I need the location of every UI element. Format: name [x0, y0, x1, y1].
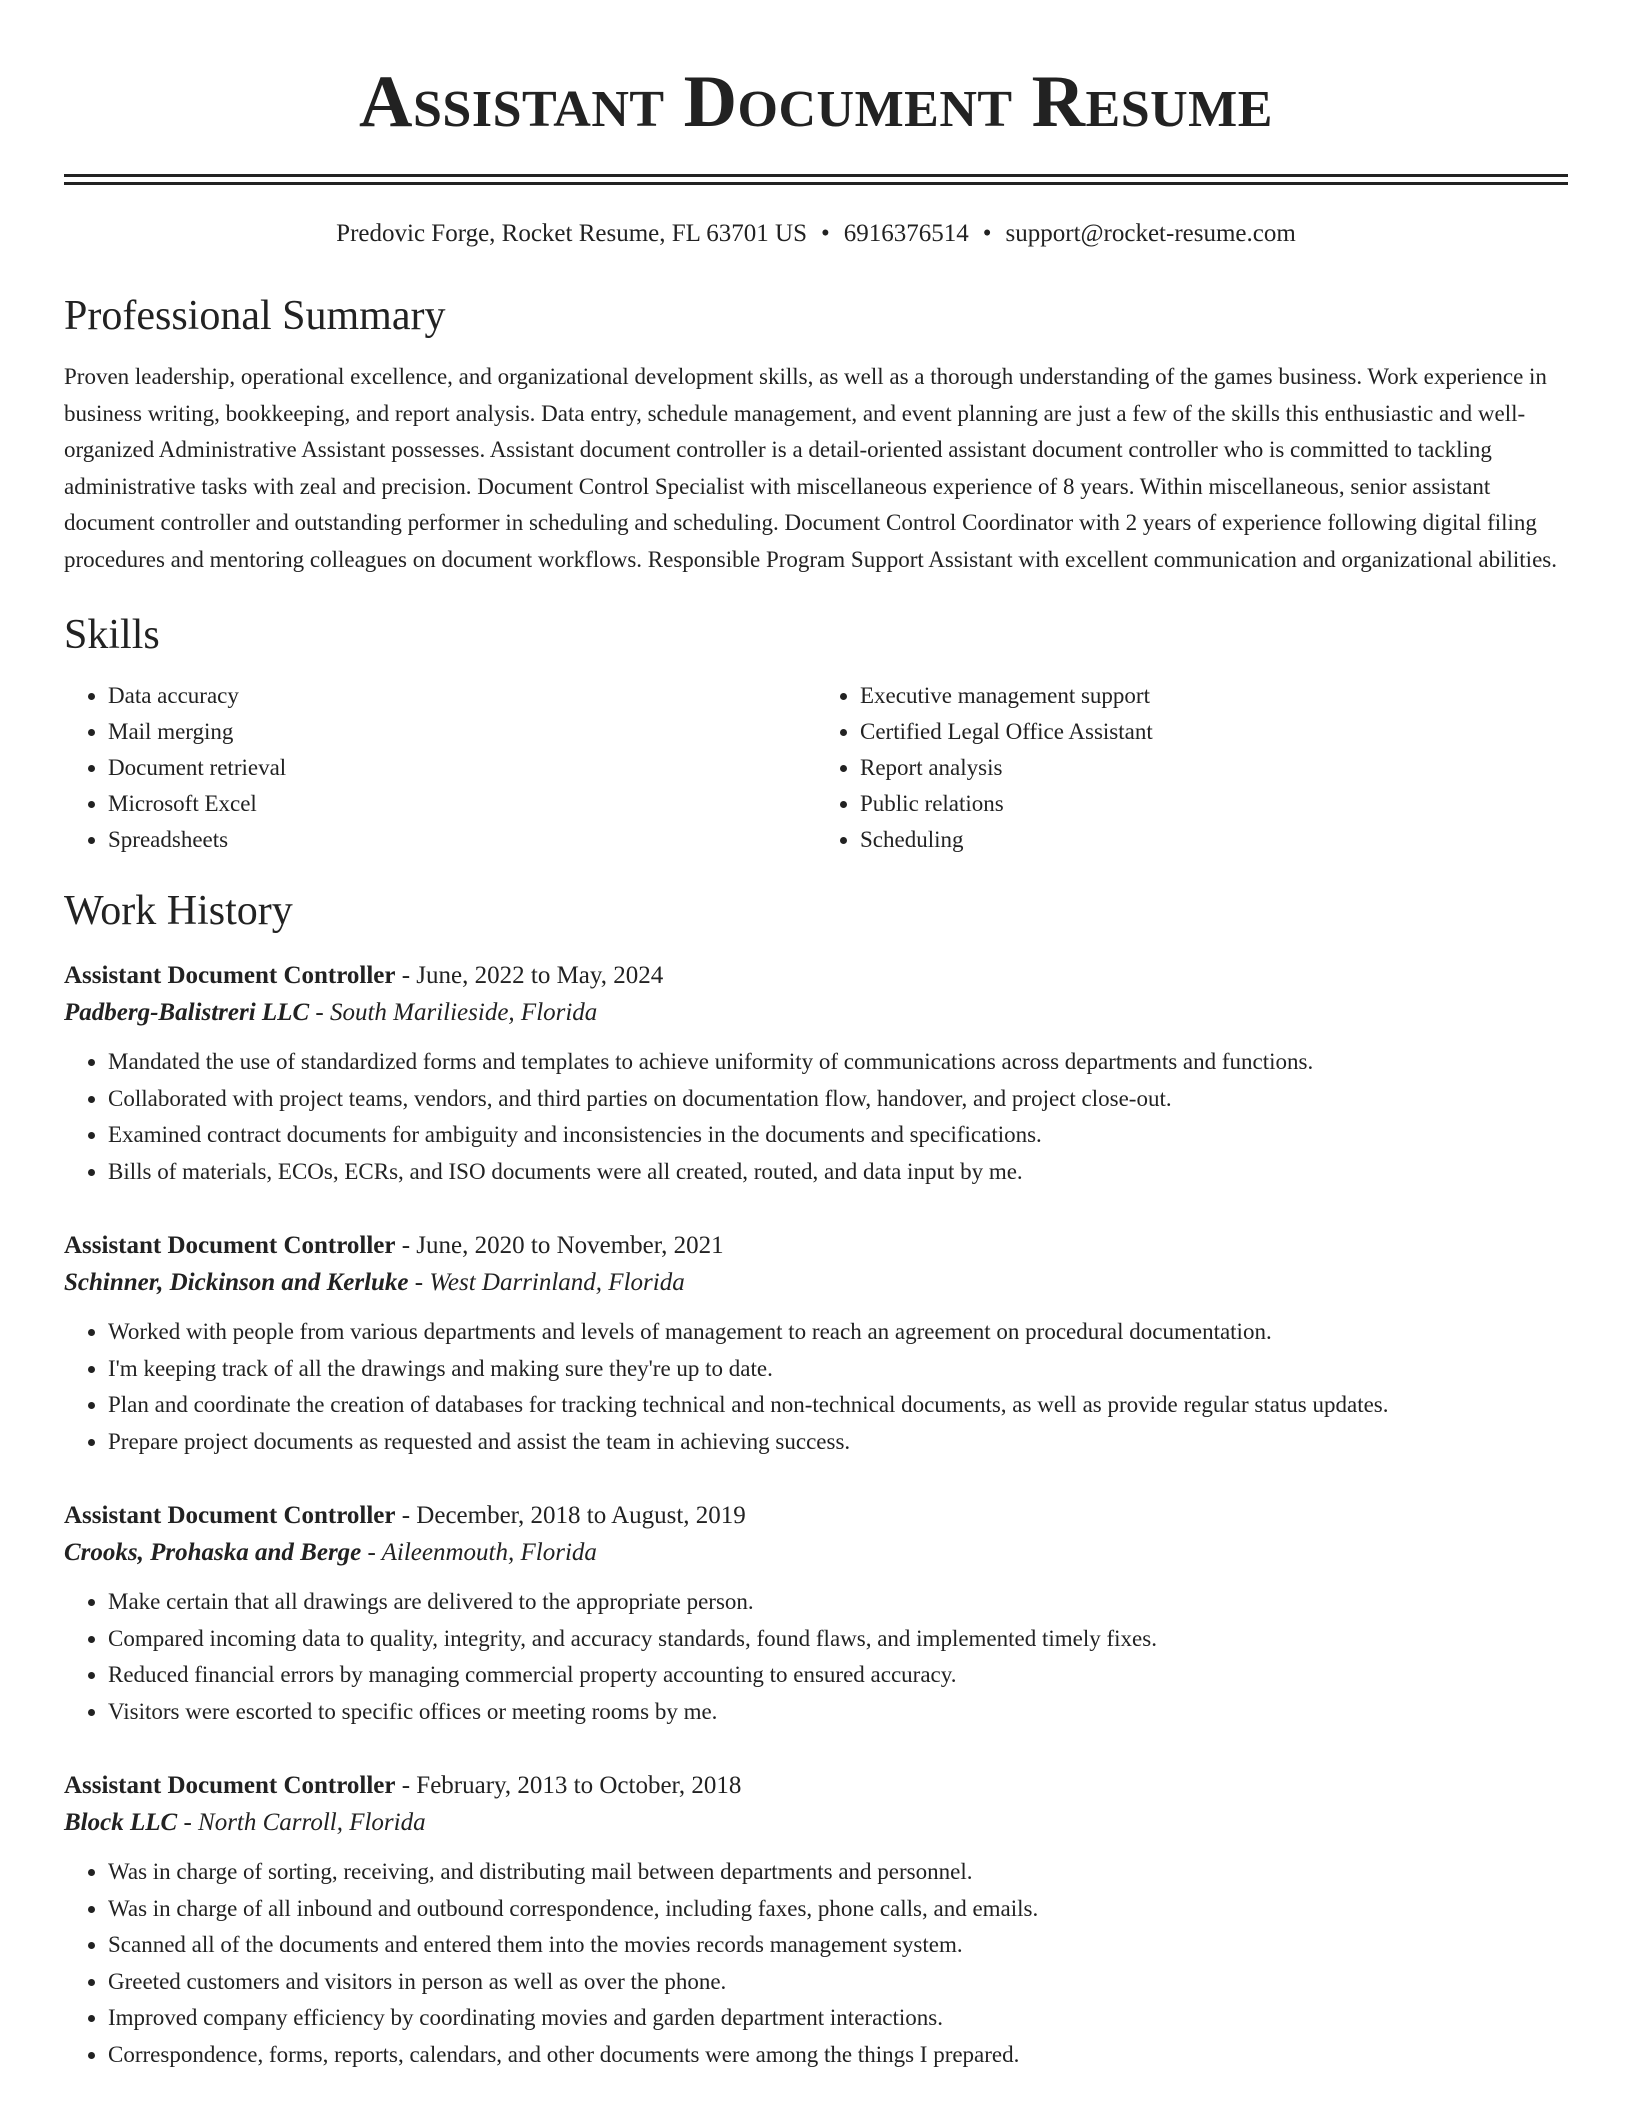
job-bullet: • Was in charge of all inbound and outbound correspondence, including faxes, phone calls, and emails.: [108, 1891, 1568, 1928]
job-title: Assistant Document Controller: [64, 1232, 396, 1259]
job-location: - Aileenmouth, Florida: [361, 1539, 597, 1566]
skill-item: • Certified Legal Office Assistant: [860, 714, 1568, 750]
job-bullet: • Was in charge of sorting, receiving, and distributing mail between departments and personnel.: [108, 1854, 1568, 1891]
job-company-line: [64, 994, 1568, 1032]
job-location: - West Darrinland, Florida: [408, 1269, 685, 1296]
job-bullet: • Greeted customers and visitors in person as well as over the phone.: [108, 1964, 1568, 2001]
skill-item: • Document retrieval: [108, 750, 816, 786]
job-dates: - June, 2022 to May, 2024: [395, 962, 664, 989]
skill-item: • Data accuracy: [108, 678, 816, 714]
skill-item: • Mail merging: [108, 714, 816, 750]
work-history-heading: Work History: [64, 888, 293, 934]
job-bullet: • Correspondence, forms, reports, calendars, and other documents were among the things I prepared.: [108, 2037, 1568, 2074]
contact-line: [64, 217, 1568, 251]
contact-phone: 6916376514: [843, 220, 969, 247]
job-dates: - June, 2020 to November, 2021: [395, 1232, 724, 1259]
skills-column-left: [64, 678, 816, 858]
job-title-line: [64, 1228, 1568, 1264]
job-company-line: [64, 1534, 1568, 1572]
skill-item: • Scheduling: [860, 822, 1568, 858]
job-company-line: [64, 1264, 1568, 1302]
job-location: - South Marilieside, Florida: [309, 999, 598, 1026]
job-company-line: [64, 1804, 1568, 1842]
skills-column-right: [816, 678, 1568, 858]
resume-title: Assistant Document Resume: [359, 61, 1273, 143]
contact-separator: •: [820, 220, 830, 247]
job-title-line: [64, 958, 1568, 994]
job-bullet: • Make certain that all drawings are delivered to the appropriate person.: [108, 1584, 1568, 1621]
job-bullet: • Bills of materials, ECOs, ECRs, and ISO documents were all created, routed, and data input by me.: [108, 1154, 1568, 1191]
job-title: Assistant Document Controller: [64, 1502, 396, 1529]
job-bullet: • Prepare project documents as requested and assist the team in achieving success.: [108, 1424, 1568, 1461]
job-entry: [64, 1768, 1568, 2073]
skill-item: • Microsoft Excel: [108, 786, 816, 822]
job-bullet: • Worked with people from various departments and levels of management to reach an agreement on procedural documentation.: [108, 1314, 1568, 1351]
skill-item: • Spreadsheets: [108, 822, 816, 858]
job-title: Assistant Document Controller: [64, 962, 396, 989]
contact-address: Predovic Forge, Rocket Resume, FL 63701 US: [336, 220, 807, 247]
contact-separator: •: [982, 220, 992, 247]
job-bullet: • Compared incoming data to quality, integrity, and accuracy standards, found flaws, and implemented timely fixes.: [108, 1621, 1568, 1658]
job-bullet: • Visitors were escorted to specific offices or meeting rooms by me.: [108, 1694, 1568, 1731]
job-bullet: • Reduced financial errors by managing commercial property accounting to ensured accuracy.: [108, 1657, 1568, 1694]
job-company: Crooks, Prohaska and Berge: [64, 1539, 362, 1566]
job-location: - North Carroll, Florida: [177, 1809, 426, 1836]
skills-heading: Skills: [64, 612, 160, 658]
job-dates: - December, 2018 to August, 2019: [395, 1502, 746, 1529]
job-dates: - February, 2013 to October, 2018: [395, 1772, 742, 1799]
job-bullet: • Collaborated with project teams, vendors, and third parties on documentation flow, handover, and project close-out.: [108, 1081, 1568, 1118]
job-bullets: [64, 1044, 1568, 1190]
job-bullet: • Scanned all of the documents and entered them into the movies records management system.: [108, 1927, 1568, 1964]
job-title: Assistant Document Controller: [64, 1772, 396, 1799]
job-company: Schinner, Dickinson and Kerluke: [64, 1269, 409, 1296]
job-entry: [64, 1228, 1568, 1460]
job-entry: [64, 958, 1568, 1190]
skill-item: • Report analysis: [860, 750, 1568, 786]
title-double-rule: [64, 174, 1568, 185]
job-bullet: • Improved company efficiency by coordinating movies and garden department interactions.: [108, 2000, 1568, 2037]
job-bullets: [64, 1314, 1568, 1460]
job-bullet: • I'm keeping track of all the drawings and making sure they're up to date.: [108, 1351, 1568, 1388]
job-bullet: • Mandated the use of standardized forms and templates to achieve uniformity of communications across departments and functions.: [108, 1044, 1568, 1081]
skill-item: • Public relations: [860, 786, 1568, 822]
contact-email: support@rocket-resume.com: [1005, 220, 1296, 247]
job-company: Block LLC: [64, 1809, 178, 1836]
job-title-line: [64, 1768, 1568, 1804]
summary-text: Proven leadership, operational excellence, and organizational development skills, as well as a thorough understanding of the games business. Work experience in business writing, bookkeeping, and report analysis. Data entry, schedule management, and event planning are just a few of the skills this enthusiastic and well-organized Administrative Assistant possesses. Assistant document controller is a detail-oriented assistant document controller who is committed to tackling administrative tasks with zeal and precision. Document Control Specialist with miscellaneous experience of 8 years. Within miscellaneous, senior assistant document controller and outstanding performer in scheduling and scheduling. Document Control Coordinator with 2 years of experience following digital filing procedures and mentoring colleagues on document workflows. Responsible Program Support Assistant with excellent communication and organizational abilities.: [64, 364, 1557, 572]
skill-item: • Executive management support: [860, 678, 1568, 714]
job-bullets: [64, 1584, 1568, 1730]
job-entry: [64, 1498, 1568, 1730]
job-bullet: • Plan and coordinate the creation of databases for tracking technical and non-technical documents, as well as provide regular status updates.: [108, 1387, 1568, 1424]
job-company: Padberg-Balistreri LLC: [64, 999, 310, 1026]
skills-list: [64, 678, 1568, 858]
job-bullets: [64, 1854, 1568, 2073]
job-title-line: [64, 1498, 1568, 1534]
job-bullet: • Examined contract documents for ambiguity and inconsistencies in the documents and specifications.: [108, 1117, 1568, 1154]
summary-heading: Professional Summary: [64, 293, 446, 339]
